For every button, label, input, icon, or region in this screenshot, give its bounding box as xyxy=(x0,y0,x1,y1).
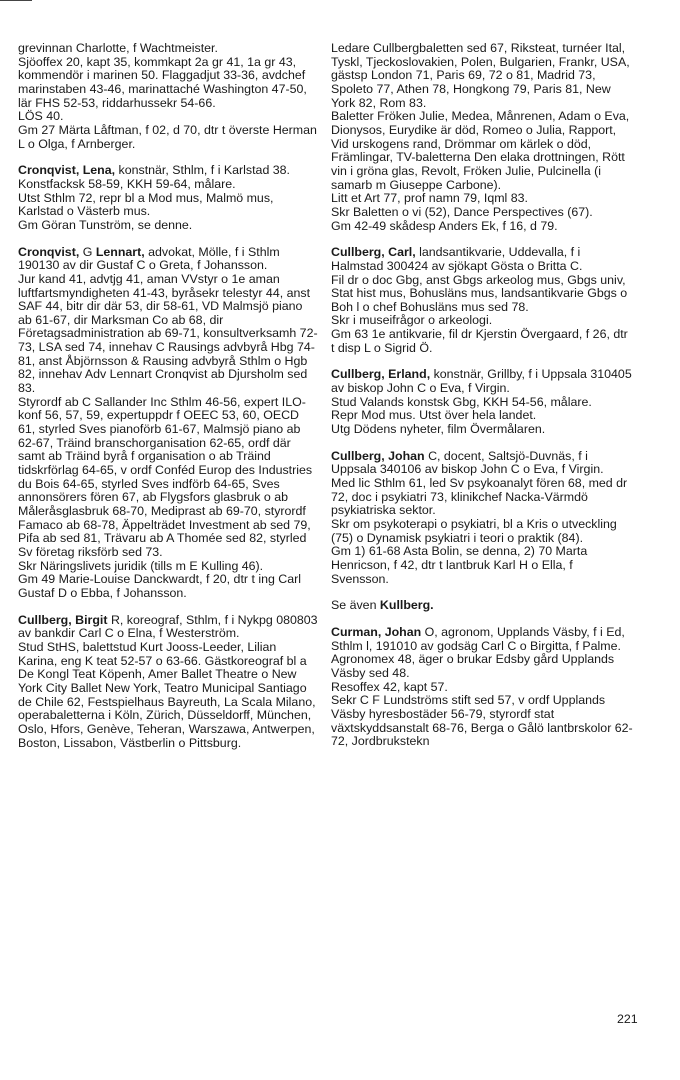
entry-wachtmeister-continued xyxy=(18,42,318,151)
entry-header xyxy=(331,626,633,653)
entry-paragraph: Ledare Cullbergbaletten sed 67, Riksteat, turnéer Ital, Tyskl, Tjeckoslovakien, Polen, Bulgarien, Frankr, USA, gästsp London 71, Paris 69, 72 o 81, Madrid 73, Spoleto 77, Athen 78, Hongkong 79, Paris 81, New York 82, Rom 83. xyxy=(331,41,630,110)
entry-paragraph: Gm 42-49 skådesp Anders Ek, f 16, d 79. xyxy=(331,218,558,233)
cross-reference xyxy=(331,599,633,613)
entry-paragraph: Fil dr o doc Gbg, anst Gbgs arkeolog mus, Gbgs univ, Stat hist mus, Bohusläns mus, landsantikvarie Gbgs o Boh l o chef Bohusläns mus sed 78. xyxy=(331,272,628,314)
entry-header xyxy=(331,368,633,395)
entry-heading-initial: G xyxy=(79,244,96,259)
entry-paragraph: Gm Göran Tunström, se denne. xyxy=(18,217,193,232)
entry-paragraph: Styrordf ab C Sallander Inc Sthlm 46-56, expert ILO-konf 56, 57, 59, expertuppdr f OEEC 53, 60, OECD 61, styrled Sves pianoförb 61-67, Malmsjö piano ab 62-67, Träind branschorganisation 62-65, ordf där samt ab Träind byrå f organisation o ab Träind tidskrförlag 64-65, v ordf Conféd Europ des Industries du Bois 64-65, styrled Sves indförb 64-65, Sves annonsörers fören 67, ab Flygsfors glasbruk o ab Måleråsglasbruk 68-70, Mediprast ab 69-70, styrordf Famaco ab 68-78, Äppelträdet Investment ab sed 79, Pifa ab sed 81, Trävaru ab A Thomée sed 82, styrled Sv företag riksförb sed 73. xyxy=(18,394,313,559)
page-number: 221 xyxy=(617,1012,638,1026)
cross-reference-prefix: Se även xyxy=(331,598,380,613)
entry-heading: Cullberg, Erland, xyxy=(331,367,431,382)
entry-heading: Cronqvist, Lena, xyxy=(18,163,116,178)
entry-paragraph: Gm 49 Marie-Louise Danckwardt, f 20, dtr t ing Carl Gustaf D o Ebba, f Johansson. xyxy=(18,572,302,600)
entry-intro: O, agronom, Upplands Väsby, f i Ed, Sthlm l, 191010 av godsäg Carl C o Birgitta, f Palme. xyxy=(331,624,625,653)
entry-paragraph: Skr i museifrågor o arkeologi. xyxy=(331,313,493,328)
entry-heading: Cullberg, Birgit xyxy=(18,612,108,627)
entry-header xyxy=(18,164,318,178)
entry-paragraph: Med lic Sthlm 61, led Sv psykoanalyt fören 68, med dr 72, doc i psykiatri 73, klinikchef Nacka-Värmdö psykiatriska sektor. xyxy=(331,476,628,518)
entry-paragraph: Baletter Fröken Julie, Medea, Månrenen, Adam o Eva, Dionysos, Eurydike är död, Romeo o Julia, Rapport, Vid urskogens rand, Drömmar om kärlek o död, Främlingar, TV-baletterna Den elaka drottningen, Rött vin i gröna glas, Revolt, Fröken Julie, Pulcinella (i samarb m Giuseppe Carbone). xyxy=(331,109,630,192)
entry-paragraph: Repr Mod mus. Utst över hela landet. xyxy=(331,408,537,423)
entry-heading: Cullberg, Johan xyxy=(331,448,425,463)
entry-paragraph: Gm 1) 61-68 Asta Bolin, se denna, 2) 70 Marta Henricson, f 42, dtr t lantbruk Karl H o Ella, f Svensson. xyxy=(331,544,588,586)
entry-paragraph: Skr Baletten o vi (52), Dance Perspectives (67). xyxy=(331,204,593,219)
entry-intro: konstnär, Grillby, f i Uppsala 310405 av biskop John C o Eva, f Virgin. xyxy=(331,367,632,396)
entry-paragraph: Utst Sthlm 72, repr bl a Mod mus, Malmö mus, Karlstad o Västerb mus. xyxy=(18,190,274,219)
entry-paragraph: Konstfacksk 58-59, KKH 59-64, målare. xyxy=(18,176,236,191)
entry-header xyxy=(18,614,318,641)
scan-edge-mark xyxy=(0,0,32,1)
entry-curman-johan xyxy=(331,626,633,749)
cross-reference-target: Kullberg. xyxy=(379,598,434,613)
entry-paragraph: Gm 63 1e antikvarie, fil dr Kjerstin Övergaard, f 26, dtr t disp L o Sigrid Ö. xyxy=(331,327,628,355)
entry-paragraph: Litt et Art 77, prof namn 79, Iqml 83. xyxy=(331,191,528,206)
entry-intro: landsantikvarie, Uddevalla, f i Halmstad 300424 av sjökapt Gösta o Britta C. xyxy=(331,245,583,273)
entry-paragraph: Resoffex 42, kapt 57. xyxy=(331,679,448,694)
entry-cronqvist-lena xyxy=(18,164,318,232)
left-column xyxy=(18,42,318,763)
entry-intro: advokat, Mölle, f i Sthlm 190130 av dir Gustaf C o Greta, f Johansson. xyxy=(18,244,280,273)
entry-heading: Curman, Johan xyxy=(331,624,422,639)
entry-heading: Cullberg, Carl, xyxy=(331,245,416,260)
entry-paragraph: Stud StHS, balettstud Kurt Jooss-Leeder, Lilian Karina, eng K teat 52-57 o 63-66. Gästkoreograf bl a De Kongl Teat Köpenh, Amer Ballet Theatre o New York City Ballet New York, Teatro Municipal Santiago de Chile 62, Festspielhaus Bayreuth, La Scala Milano, operabaletterna i Köln, Zürich, Düsseldorff, München, Oslo, Hfors, Genève, Teheran, Warszawa, Antwerpen, Boston, Lissabon, Västberlin o Pittsburg. xyxy=(18,639,316,750)
entry-header xyxy=(18,246,318,273)
entry-intro: konstnär, Sthlm, f i Karlstad 38. xyxy=(115,163,291,178)
entry-paragraph: Gm 27 Märta Låftman, f 02, d 70, dtr t överste Herman L o Olga, f Arnberger. xyxy=(18,122,317,151)
entry-paragraph: Skr Näringslivets juridik (tills m E Kulling 46). xyxy=(18,558,264,573)
entry-cullberg-birgit-continued xyxy=(331,42,633,233)
entry-cullberg-erland xyxy=(331,368,633,436)
entry-paragraph: Sekr C F Lundströms stift sed 57, v ordf Upplands Väsby hyresbostäder 56-79, styrordf stat växtskyddsanstalt 68-76, Berga o Gålö lantbrskolor 62-72, Jordbrukstekn xyxy=(331,693,633,749)
entry-paragraph: Utg Dödens nyheter, film Övermålaren. xyxy=(331,422,546,437)
entry-paragraph: Stud Valands konstsk Gbg, KKH 54-56, målare. xyxy=(331,394,592,409)
right-column xyxy=(331,42,633,762)
entry-header xyxy=(331,450,633,477)
cross-reference-line xyxy=(331,599,633,613)
entry-header xyxy=(331,246,633,273)
entry-cronqvist-lennart xyxy=(18,246,318,601)
entry-paragraph: Agronomex 48, äger o brukar Edsby gård Upplands Väsby sed 48. xyxy=(331,652,615,680)
entry-paragraph: grevinnan Charlotte, f Wachtmeister. Sjöoffex 20, kapt 35, kommkapt 2a gr 41, 1a gr 43, kommendör i marinen 50. Flaggadjut 33-36, avdchef marinstaben 43-46, marinattaché Washington 47-50, lär FHS 52-53, riddarhussekr 54-66. xyxy=(18,41,307,110)
entry-intro: C, docent, Saltsjö-Duvnäs, f i Uppsala 340106 av biskop John C o Eva, f Virgin. xyxy=(331,448,604,477)
entry-paragraph: Jur kand 41, advtjg 41, aman VVstyr o 1e aman luftfartsmyndigheten 41-43, byråsekr telestyr 44, anst SAF 44, bitr dir där 53, dir 58-61, VD Malmsjö piano ab 61-67, dir Marksman Co ab 68, dir Företagsadministration ab 69-71, konsultverksamh 72-73, LSA sed 74, innehav C Rausings advbyrå Hbg 74-81, anst Åbjörnsson & Rausing advbyrå Sthlm o Hgb 82, innehav Adv Lennart Cronqvist ab Djursholm sed 83. xyxy=(18,271,318,396)
entry-cullberg-johan xyxy=(331,450,633,587)
entry-cullberg-carl xyxy=(331,246,633,355)
entry-paragraph: LÖS 40. xyxy=(18,109,64,124)
entry-heading: Cronqvist, xyxy=(18,244,80,259)
entry-heading-name: Lennart, xyxy=(95,244,145,259)
entry-cullberg-birgit xyxy=(18,614,318,751)
entry-intro: R, koreograf, Sthlm, f i Nykpg 080803 av bankdir Carl C o Elna, f Westerström. xyxy=(18,612,318,641)
entry-paragraph: Skr om psykoterapi o psykiatri, bl a Kris o utveckling (75) o Dynamisk psykiatri i teori o praktik (84). xyxy=(331,517,617,545)
